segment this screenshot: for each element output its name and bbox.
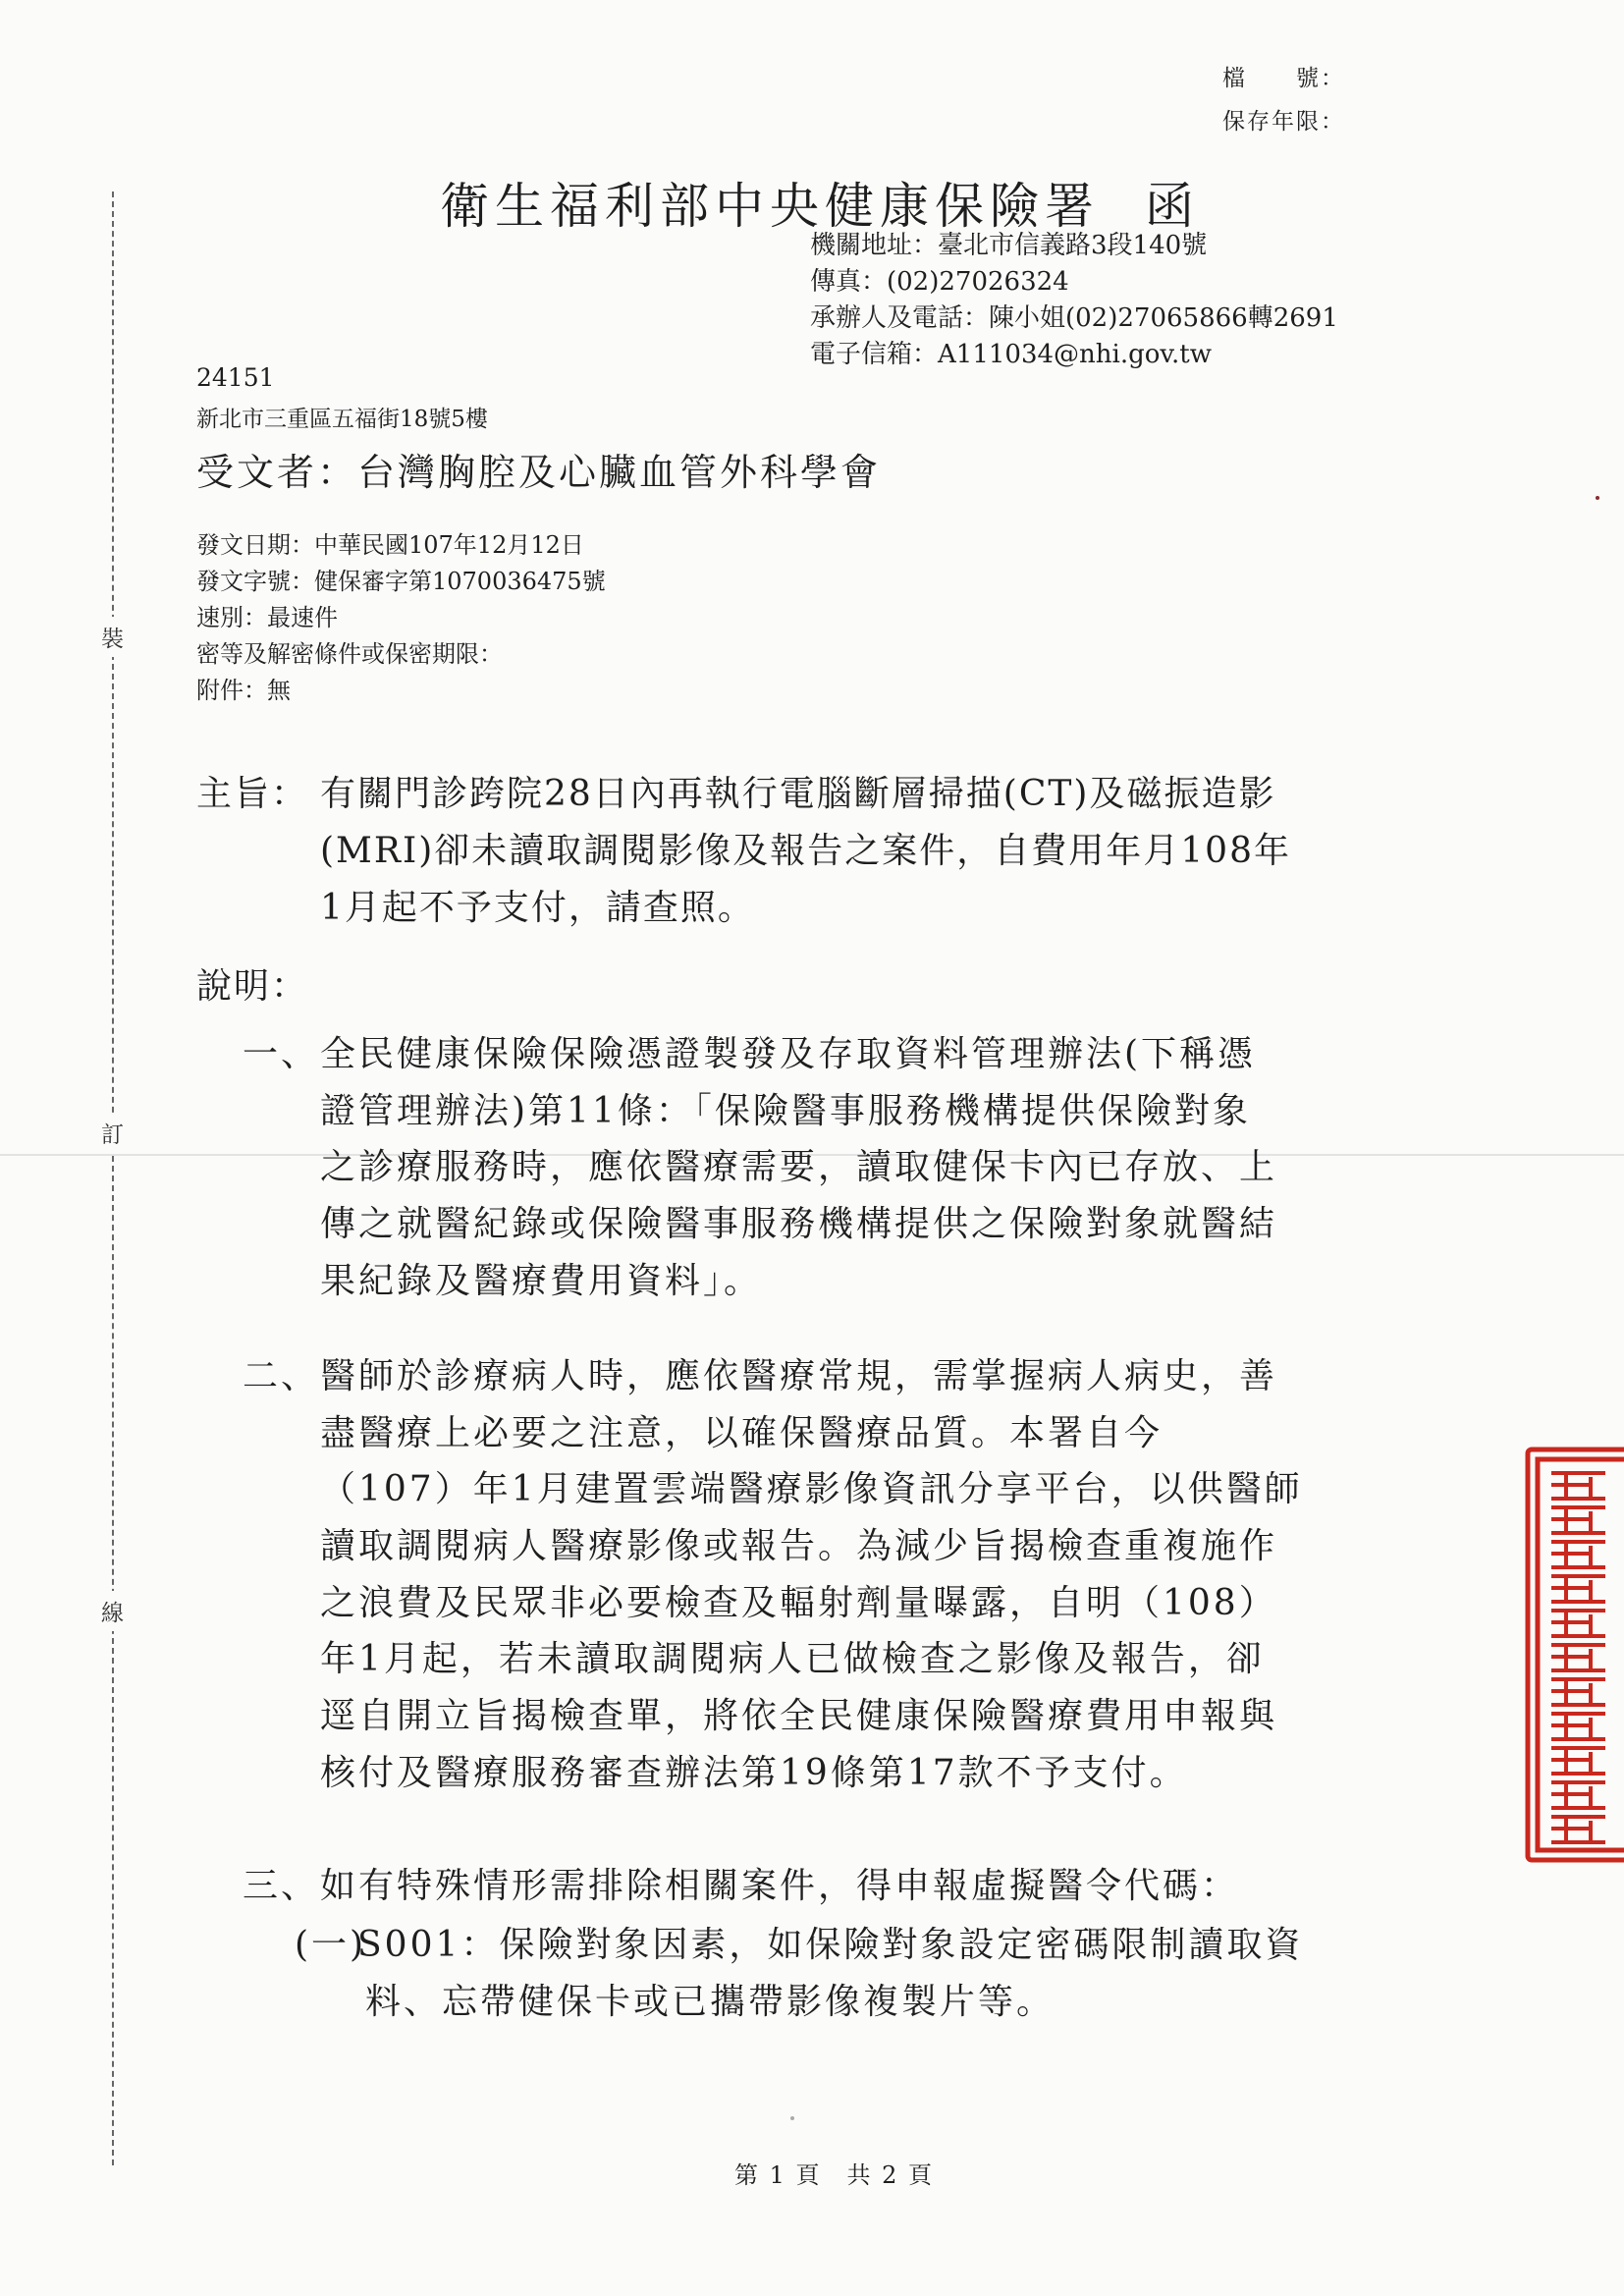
item-line: （107）年1月建置雲端醫療影像資訊分享平台，以供醫師 bbox=[320, 1469, 1303, 1510]
recipient-zip: 24151 bbox=[196, 363, 275, 392]
item-marker: 一、 bbox=[243, 1034, 320, 1074]
agency-contact: 承辦人及電話：陳小姐(02)27065866轉2691 bbox=[810, 303, 1338, 333]
subitem-line: 料、忘帶健保卡或已攜帶影像複製片等。 bbox=[365, 1981, 1056, 2022]
item-line: 年1月起，若未讀取調閱病人已做檢查之影像及報告，卻 bbox=[320, 1639, 1265, 1680]
item-line: 讀取調閱病人醫療影像或報告。為減少旨揭檢查重複施作 bbox=[320, 1526, 1278, 1567]
item-line: 果紀錄及醫療費用資料」。 bbox=[320, 1260, 763, 1301]
recipient-address: 新北市三重區五福街18號5樓 bbox=[196, 407, 488, 432]
binding-mark-ding: 訂 bbox=[101, 1113, 124, 1153]
attachment: 附件：無 bbox=[196, 677, 291, 704]
subject-body bbox=[320, 766, 1291, 937]
subitem-line: S001：保險對象因素，如保險對象設定密碼限制讀取資 bbox=[357, 1925, 1304, 1965]
issue-number: 發文字號：健保審字第1070036475號 bbox=[196, 568, 606, 595]
item-line: 醫師於診療病人時，應依醫療常規，需掌握病人病史，善 bbox=[320, 1356, 1278, 1396]
subject-line: (MRI)卻未讀取調閱影像及報告之案件，自費用年月108年 bbox=[320, 831, 1291, 871]
speck bbox=[790, 2116, 794, 2120]
seal-glyph bbox=[1551, 1782, 1605, 1808]
binding-mark-xian: 線 bbox=[101, 1591, 124, 1631]
agency-fax: 傳真：(02)27026324 bbox=[810, 267, 1069, 297]
agency-address: 機關地址：臺北市信義路3段140號 bbox=[810, 231, 1208, 260]
seal-glyph bbox=[1551, 1748, 1605, 1774]
explanation-label: 說明： bbox=[196, 966, 309, 1007]
item-line: 逕自開立旨揭檢查單，將依全民健康保險醫療費用申報與 bbox=[320, 1696, 1278, 1737]
item-line: 核付及醫療服務審查辦法第19條第17款不予支付。 bbox=[320, 1752, 1188, 1793]
seal-glyph bbox=[1551, 1714, 1605, 1739]
item-line: 如有特殊情形需排除相關案件，得申報虛擬醫令代碼： bbox=[320, 1866, 1240, 1906]
item-marker: 三、 bbox=[243, 1866, 320, 1906]
binding-mark-zhuang: 裝 bbox=[101, 617, 124, 657]
subject-label: 主旨： bbox=[196, 774, 309, 814]
seal-glyph bbox=[1551, 1817, 1605, 1842]
item-line: 之診療服務時，應依醫療需要，讀取健保卡內已存放、上 bbox=[320, 1147, 1278, 1188]
item-line: 全民健康保險保險憑證製發及存取資料管理辦法(下稱憑 bbox=[320, 1034, 1257, 1074]
official-seal bbox=[1522, 1444, 1624, 1866]
seal-glyph bbox=[1551, 1679, 1605, 1705]
item-line: 傳之就醫紀錄或保險醫事服務機構提供之保險對象就醫結 bbox=[320, 1204, 1278, 1245]
item-line: 證管理辦法)第11條：「保險醫事服務機構提供保險對象 bbox=[320, 1090, 1251, 1131]
speed-class: 速別：最速件 bbox=[196, 604, 338, 631]
agency-email: 電子信箱：A111034@nhi.gov.tw bbox=[810, 340, 1212, 369]
seal-glyph bbox=[1551, 1611, 1605, 1636]
file-number-label: 檔 號： bbox=[1222, 66, 1345, 91]
seal-glyph bbox=[1551, 1576, 1605, 1602]
retention-label: 保存年限： bbox=[1222, 109, 1345, 135]
subitem-marker: (一) bbox=[295, 1925, 367, 1965]
subject-line: 有關門診跨院28日內再執行電腦斷層掃描(CT)及磁振造影 bbox=[320, 774, 1276, 814]
issue-date: 發文日期：中華民國107年12月12日 bbox=[196, 531, 584, 559]
file-info bbox=[1222, 57, 1345, 143]
document-meta bbox=[196, 527, 606, 709]
agency-name: 衛生福利部中央健康保險署 bbox=[440, 178, 1100, 235]
document-type: 函 bbox=[1145, 178, 1200, 235]
item-line: 盡醫療上必要之注意，以確保醫療品質。本署自今 bbox=[320, 1412, 1164, 1453]
seal-glyph bbox=[1551, 1473, 1605, 1499]
seal-glyph bbox=[1551, 1507, 1605, 1533]
item-marker: 二、 bbox=[243, 1356, 320, 1396]
seal-glyph bbox=[1551, 1542, 1605, 1567]
page-number: 第 1 頁 共 2 頁 bbox=[734, 2161, 935, 2189]
binding-line bbox=[112, 191, 114, 2165]
subject-line: 1月起不予支付，請查照。 bbox=[320, 888, 755, 928]
speck bbox=[1596, 496, 1599, 500]
seal-glyph bbox=[1551, 1645, 1605, 1670]
secrecy-level: 密等及解密條件或保密期限： bbox=[196, 640, 503, 668]
recipient-name: 受文者：台灣胸腔及心臟血管外科學會 bbox=[196, 451, 882, 494]
item-line: 之浪費及民眾非必要檢查及輻射劑量曝露，自明（108） bbox=[320, 1582, 1277, 1623]
agency-info bbox=[810, 228, 1338, 373]
